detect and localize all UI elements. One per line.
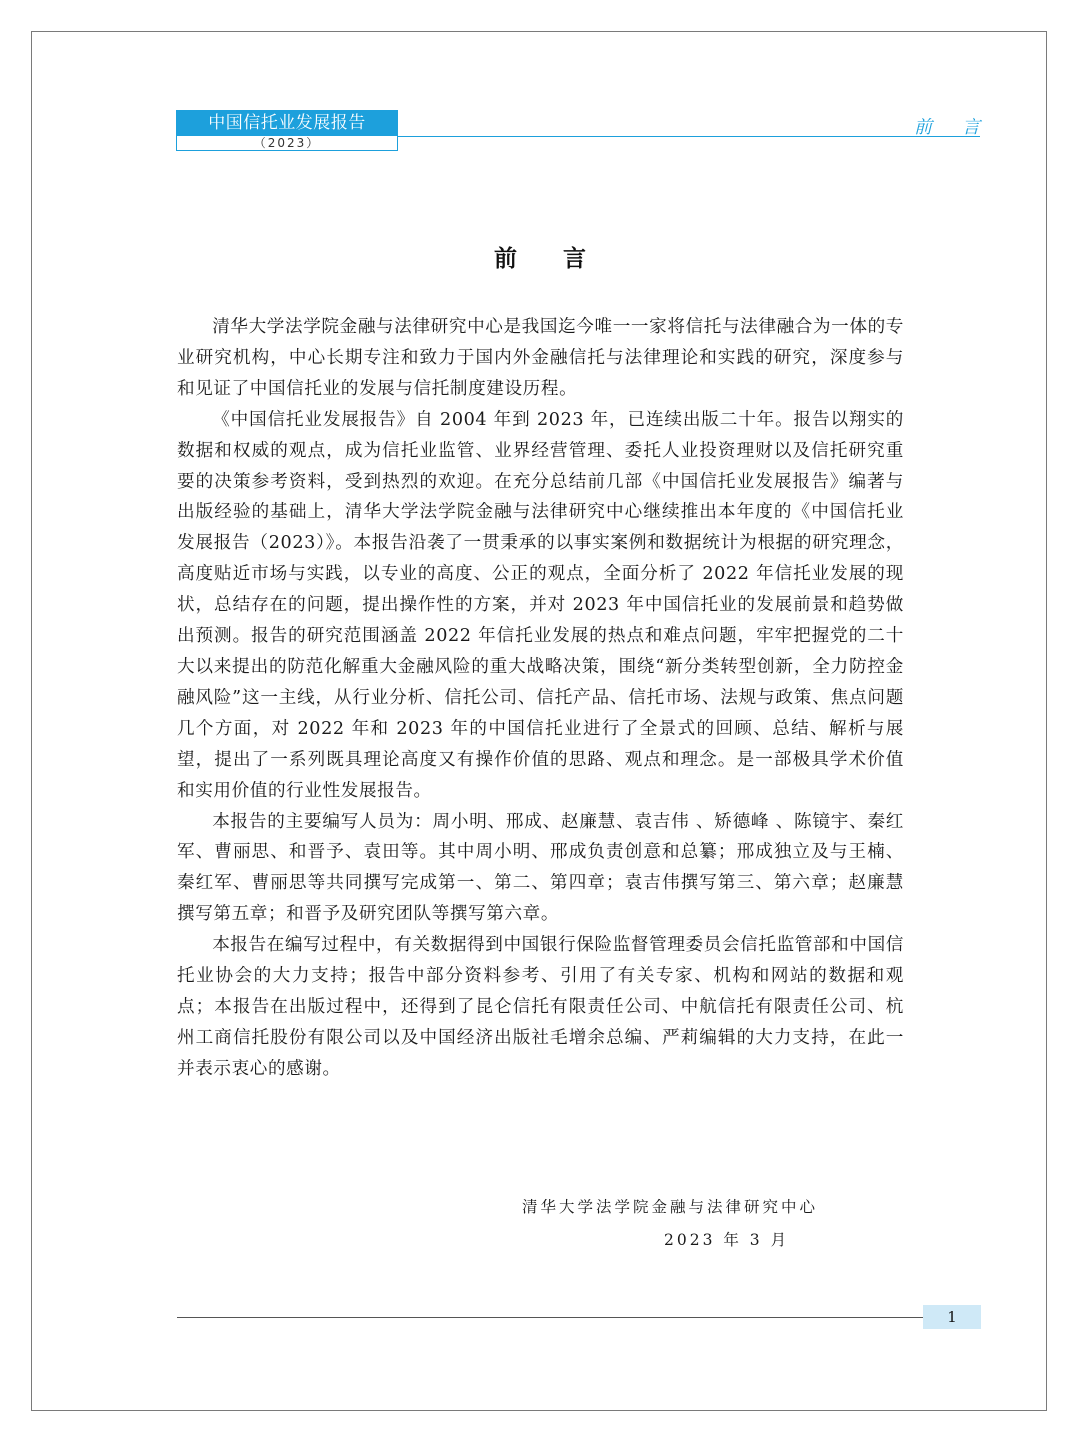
page-title: 前言 (494, 246, 632, 272)
running-header-section: 前言 (914, 117, 1010, 138)
signature-date: 2023 年 3 月 (664, 1231, 790, 1249)
paragraph: 本报告的主要编写人员为：周小明、邢成、赵廉慧、袁吉伟 、矫德峰 、陈镜宇、秦红军、曹丽思、和晋予、袁田等。其中周小明、邢成负责创意和总纂；邢成独立及与王楠、秦红军、曹丽思等共同撰写完成第一、第二、第四章；袁吉伟撰写第三、第六章；赵廉慧撰写第五章；和晋予及研究团队等撰写第六章。 (177, 811, 904, 925)
body-text (177, 312, 904, 1085)
book-title: 中国信托业发展报告 (176, 110, 398, 136)
paragraph: 清华大学法学院金融与法律研究中心是我国迄今唯一一家将信托与法律融合为一体的专业研究机构，中心长期专注和致力于国内外金融信托与法律理论和实践的研究，深度参与和见证了中国信托业的发展与信托制度建设历程。 (177, 317, 904, 399)
running-header-badge (176, 110, 398, 151)
signature-org: 清华大学法学院金融与法律研究中心 (522, 1198, 819, 1216)
book-year: （2023） (176, 136, 398, 151)
page-number: 1 (923, 1305, 981, 1329)
paragraph: 本报告在编写过程中，有关数据得到中国银行保险监督管理委员会信托监管部和中国信托业协会的大力支持；报告中部分资料参考、引用了有关专家、机构和网站的数据和观点；本报告在出版过程中，还得到了昆仑信托有限责任公司、中航信托有限责任公司、杭州工商信托股份有限公司以及中国经济出版社毛增余总编、严莉编辑的大力支持，在此一并表示衷心的感谢。 (177, 935, 904, 1079)
footer-rule (177, 1317, 923, 1318)
paragraph: 《中国信托业发展报告》自 2004 年到 2023 年，已连续出版二十年。报告以翔实的数据和权威的观点，成为信托业监管、业界经营管理、委托人业投资理财以及信托研究重要的决策参考资料，受到热烈的欢迎。在充分总结前几部《中国信托业发展报告》编著与出版经验的基础上，清华大学法学院金融与法律研究中心继续推出本年度的《中国信托业发展报告（2023）》。本报告沿袭了一贯秉承的以事实案例和数据统计为根据的研究理念，高度贴近市场与实践，以专业的高度、公正的观点，全面分析了 2022 年信托业发展的现状，总结存在的问题，提出操作性的方案，并对 2023 年中国信托业的发展前景和趋势做出预测。报告的研究范围涵盖 2022 年信托业发展的热点和难点问题，牢牢把握党的二十大以来提出的防范化解重大金融风险的重大战略决策，围绕“新分类转型创新，全力防控金融风险”这一主线，从行业分析、信托公司、信托产品、信托市场、法规与政策、焦点问题几个方面，对 2022 年和 2023 年的中国信托业进行了全景式的回顾、总结、解析与展望，提出了一系列既具理论高度又有操作价值的思路、观点和理念。是一部极具学术价值和实用价值的行业性发展报告。 (177, 409, 904, 801)
